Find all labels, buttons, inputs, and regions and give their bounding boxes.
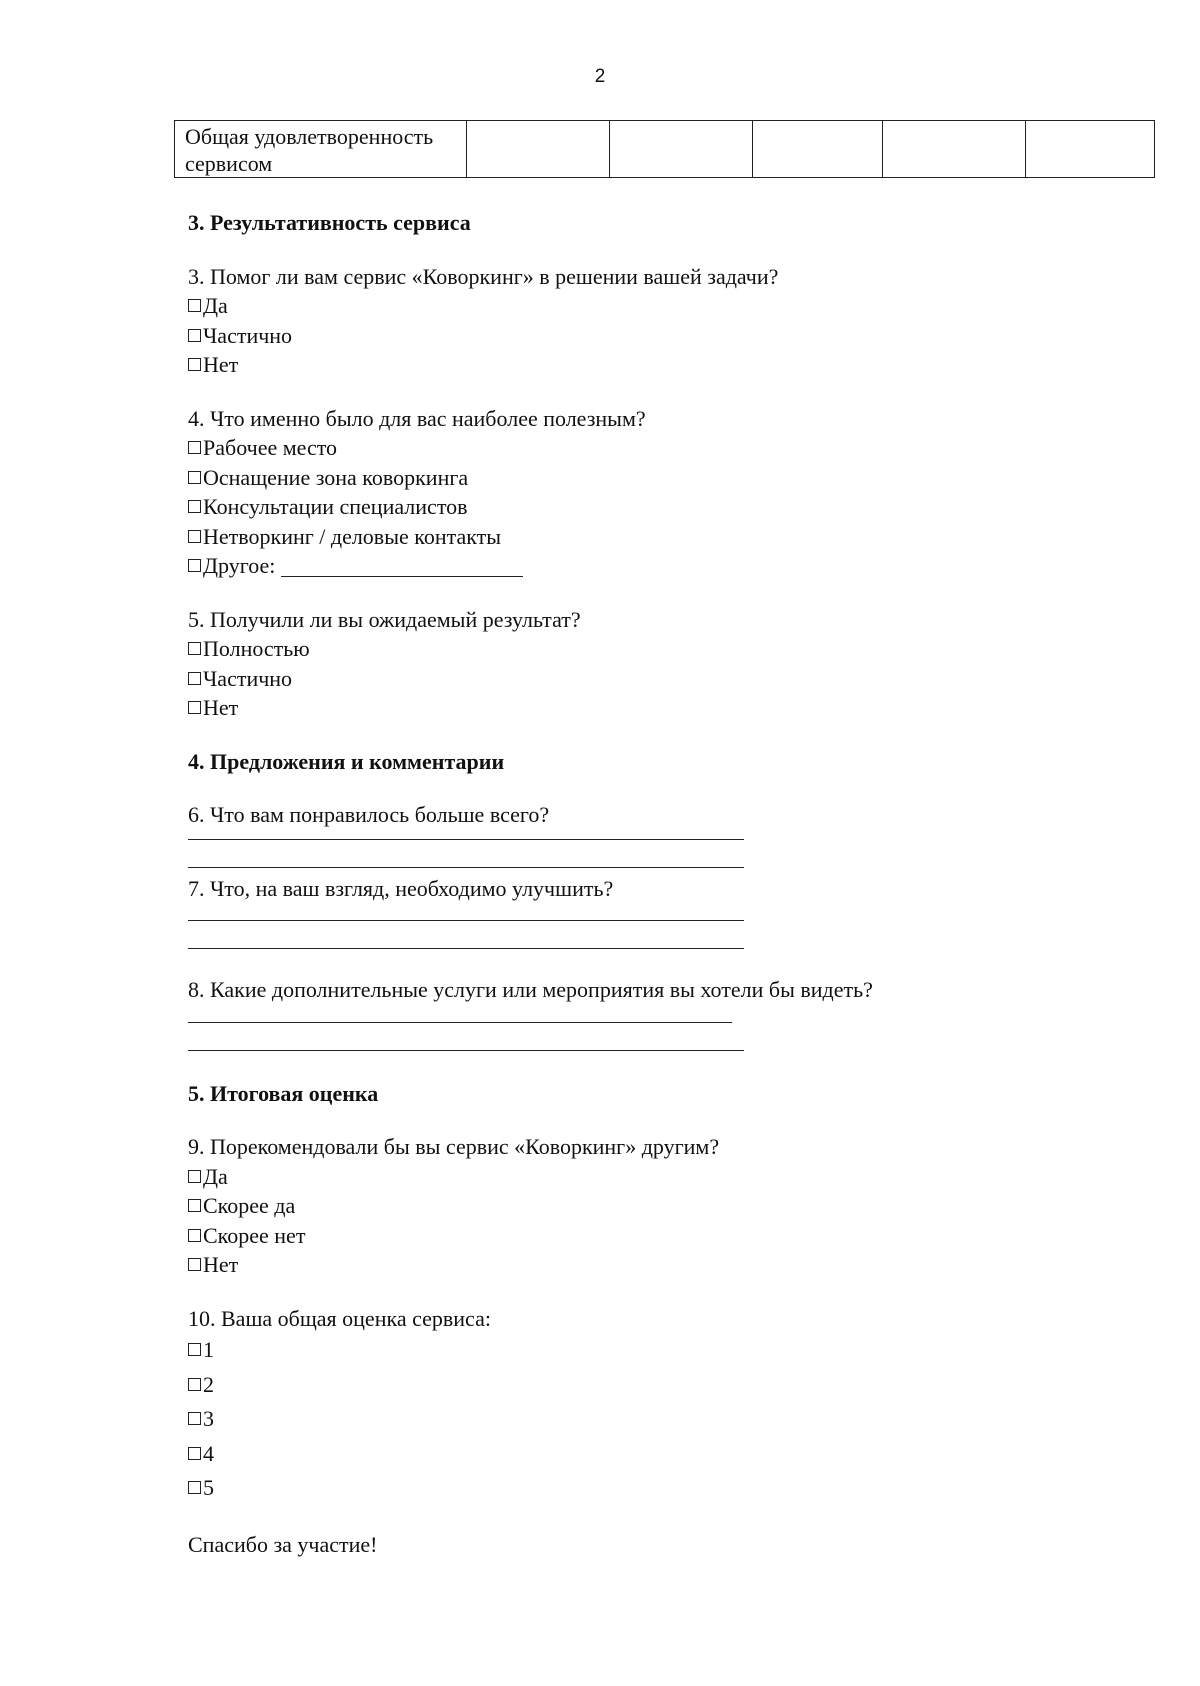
option-label: Нетворкинг / деловые контакты (203, 523, 502, 549)
checkbox-option[interactable] (188, 463, 1148, 493)
option-label: Другое: (203, 553, 276, 578)
rating-option[interactable] (188, 1473, 1148, 1503)
option-label: Скорее нет (203, 1222, 306, 1248)
checkbox-icon[interactable] (188, 500, 201, 513)
checkbox-option[interactable] (188, 321, 1148, 351)
option-label: 3 (203, 1406, 214, 1431)
question-6: 6. Что вам понравилось больше всего? (188, 802, 550, 827)
option-label: Нет (203, 352, 239, 377)
checkbox-icon[interactable] (188, 701, 201, 714)
checkbox-option[interactable] (188, 1221, 1148, 1251)
question-10: 10. Ваша общая оценка сервиса: (188, 1305, 491, 1331)
option-label: Да (203, 293, 228, 318)
rating-cell-4[interactable] (883, 121, 1026, 178)
answer-line[interactable] (188, 919, 744, 921)
option-label: Да (203, 1163, 228, 1189)
other-answer-field[interactable] (281, 554, 523, 577)
answer-line[interactable] (188, 1021, 732, 1023)
option-label: Частично (203, 322, 293, 348)
checkbox-icon[interactable] (188, 1481, 201, 1494)
checkbox-option[interactable] (188, 1162, 1148, 1192)
checkbox-option[interactable] (188, 664, 1148, 694)
rating-cell-1[interactable] (467, 121, 610, 178)
checkbox-icon[interactable] (188, 1343, 201, 1356)
checkbox-option[interactable] (188, 433, 1148, 463)
option-label: Частично (203, 665, 293, 691)
checkbox-icon[interactable] (188, 471, 201, 484)
checkbox-icon[interactable] (188, 1412, 201, 1425)
checkbox-icon[interactable] (188, 1170, 201, 1183)
option-label: Оснащение зона коворкинга (203, 464, 469, 490)
rating-option[interactable] (188, 1439, 1148, 1469)
checkbox-icon[interactable] (188, 441, 201, 454)
option-label: Рабочее место (203, 435, 338, 460)
option-label: 5 (203, 1475, 214, 1500)
question-8: 8. Какие дополнительные услуги или мероприятия вы хотели бы видеть? (188, 977, 873, 1002)
satisfaction-table (174, 120, 1155, 178)
option-label: 1 (203, 1337, 214, 1362)
question-3: 3. Помог ли вам сервис «Коворкинг» в решении вашей задачи? (188, 263, 779, 289)
checkbox-icon[interactable] (188, 299, 201, 312)
checkbox-icon[interactable] (188, 642, 201, 655)
checkbox-option[interactable] (188, 1191, 1148, 1221)
table-row-label: Общая удовлетворенность сервисом (175, 121, 467, 178)
checkbox-icon[interactable] (188, 1258, 201, 1271)
question-5: 5. Получили ли вы ожидаемый результат? (188, 606, 581, 632)
checkbox-icon[interactable] (188, 1199, 201, 1212)
answer-line[interactable] (188, 838, 744, 840)
checkbox-option[interactable] (188, 291, 1148, 321)
checkbox-option[interactable] (188, 634, 1148, 664)
checkbox-icon[interactable] (188, 559, 201, 572)
rating-cell-5[interactable] (1026, 121, 1155, 178)
section-heading-effectiveness: 3. Результативность сервиса (188, 210, 471, 235)
option-label: Консультации специалистов (203, 494, 468, 519)
checkbox-icon[interactable] (188, 358, 201, 371)
checkbox-icon[interactable] (188, 329, 201, 342)
option-label: 2 (203, 1371, 214, 1397)
checkbox-option[interactable] (188, 492, 1148, 522)
question-4: 4. Что именно было для вас наиболее полезным? (188, 405, 646, 431)
option-label: 4 (203, 1440, 214, 1466)
checkbox-option-other[interactable] (188, 551, 1148, 581)
checkbox-option[interactable] (188, 522, 1148, 552)
rating-option[interactable] (188, 1370, 1148, 1400)
rating-option[interactable] (188, 1335, 1148, 1365)
question-9: 9. Порекомендовали бы вы сервис «Коворкинг» другим? (188, 1134, 720, 1159)
checkbox-option[interactable] (188, 693, 1148, 723)
page-number: 2 (594, 66, 606, 87)
rating-cell-3[interactable] (753, 121, 883, 178)
checkbox-icon[interactable] (188, 1447, 201, 1460)
checkbox-icon[interactable] (188, 1378, 201, 1391)
thanks-text: Спасибо за участие! (188, 1531, 378, 1557)
checkbox-icon[interactable] (188, 530, 201, 543)
checkbox-icon[interactable] (188, 1229, 201, 1242)
questionnaire-body (188, 208, 1148, 1559)
option-label: Полностью (203, 636, 310, 661)
table-row (175, 121, 1155, 178)
rating-cell-2[interactable] (610, 121, 753, 178)
checkbox-option[interactable] (188, 350, 1148, 380)
checkbox-option[interactable] (188, 1250, 1148, 1280)
checkbox-icon[interactable] (188, 672, 201, 685)
option-label: Нет (203, 1252, 239, 1277)
option-label: Скорее да (203, 1193, 296, 1218)
rating-option[interactable] (188, 1404, 1148, 1434)
question-7: 7. Что, на ваш взгляд, необходимо улучшить? (188, 875, 614, 901)
option-label: Нет (203, 695, 239, 720)
section-heading-final: 5. Итоговая оценка (188, 1080, 379, 1106)
section-heading-suggestions: 4. Предложения и комментарии (188, 748, 505, 774)
